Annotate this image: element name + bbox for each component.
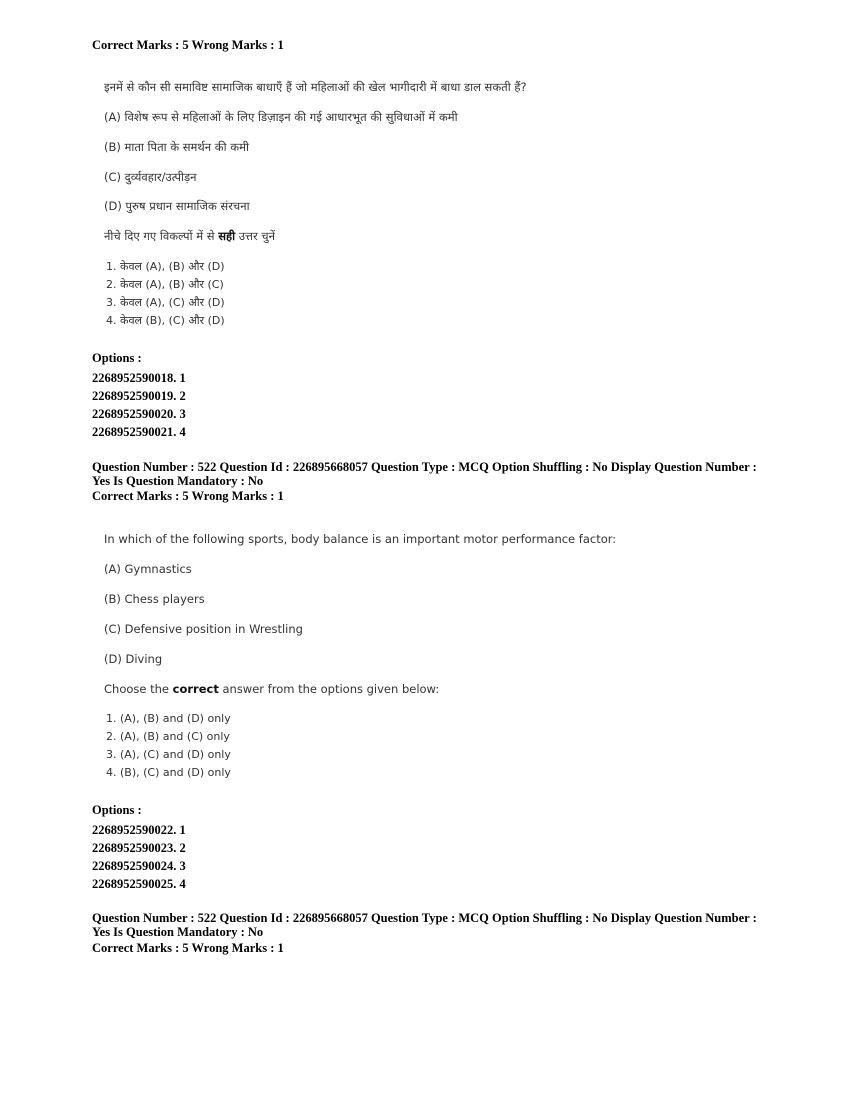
option-item: 2268952590021. 4	[92, 425, 186, 439]
question-header: Question Number : 522 Question Id : 226895668057 Question Type : MCQ Option Shuffling : No Display Question Number : Yes Is Question Mandatory : No	[92, 460, 757, 488]
correct-wrong-marks: Correct Marks : 5 Wrong Marks : 1	[92, 941, 284, 955]
option-item: 2268952590025. 4	[92, 877, 186, 891]
option-item: 2268952590022. 1	[92, 823, 186, 837]
statement-c: (C) दुर्व्यवहार/उत्पीड़न	[104, 170, 197, 184]
question-header: Question Number : 522 Question Id : 226895668057 Question Type : MCQ Option Shuffling : No Display Question Number : Yes Is Question Mandatory : No	[92, 911, 757, 939]
option-item: 2268952590024. 3	[92, 859, 186, 873]
options-label: Options :	[92, 803, 142, 817]
choice-item: 2. केवल (A), (B) और (C)	[106, 278, 224, 291]
choice-list	[106, 710, 231, 782]
question-stem: In which of the following sports, body balance is an important motor performance factor:	[104, 532, 617, 546]
statement-c: (C) Defensive position in Wrestling	[104, 622, 303, 636]
choice-item: 4. केवल (B), (C) और (D)	[106, 314, 225, 327]
instruction-text: नीचे दिए गए विकल्पों में से सही उत्तर चुनें	[104, 229, 275, 243]
option-list	[92, 821, 186, 893]
question-stem-hindi: इनमें से कौन सी समाविष्ट सामाजिक बाधाएँ हैं जो महिलाओं की खेल भागीदारी में बाधा डाल सकती हैं?	[104, 80, 527, 94]
statement-b: (B) Chess players	[104, 592, 205, 606]
correct-wrong-marks: Correct Marks : 5 Wrong Marks : 1	[92, 489, 284, 503]
choice-item: 3. केवल (A), (C) और (D)	[106, 296, 225, 309]
statement-d: (D) Diving	[104, 652, 163, 666]
choice-item: 3. (A), (C) and (D) only	[106, 748, 231, 761]
option-list	[92, 369, 186, 441]
options-label: Options :	[92, 351, 142, 365]
choice-item: 1. केवल (A), (B) और (D)	[106, 260, 225, 273]
choice-list	[106, 258, 225, 330]
choice-item: 4. (B), (C) and (D) only	[106, 766, 231, 779]
instruction-text: Choose the correct answer from the options given below:	[104, 682, 440, 696]
statement-b: (B) माता पिता के समर्थन की कमी	[104, 140, 249, 154]
statement-a: (A) विशेष रूप से महिलाओं के लिए डिज़ाइन की गई आधारभूत की सुविधाओं में कमी	[104, 110, 458, 124]
statement-a: (A) Gymnastics	[104, 562, 192, 576]
choice-item: 2. (A), (B) and (C) only	[106, 730, 230, 743]
choice-item: 1. (A), (B) and (D) only	[106, 712, 231, 725]
option-item: 2268952590018. 1	[92, 371, 186, 385]
correct-wrong-marks: Correct Marks : 5 Wrong Marks : 1	[92, 38, 284, 52]
option-item: 2268952590020. 3	[92, 407, 186, 421]
option-item: 2268952590023. 2	[92, 841, 186, 855]
statement-d: (D) पुरुष प्रधान सामाजिक संरचना	[104, 199, 250, 213]
option-item: 2268952590019. 2	[92, 389, 186, 403]
